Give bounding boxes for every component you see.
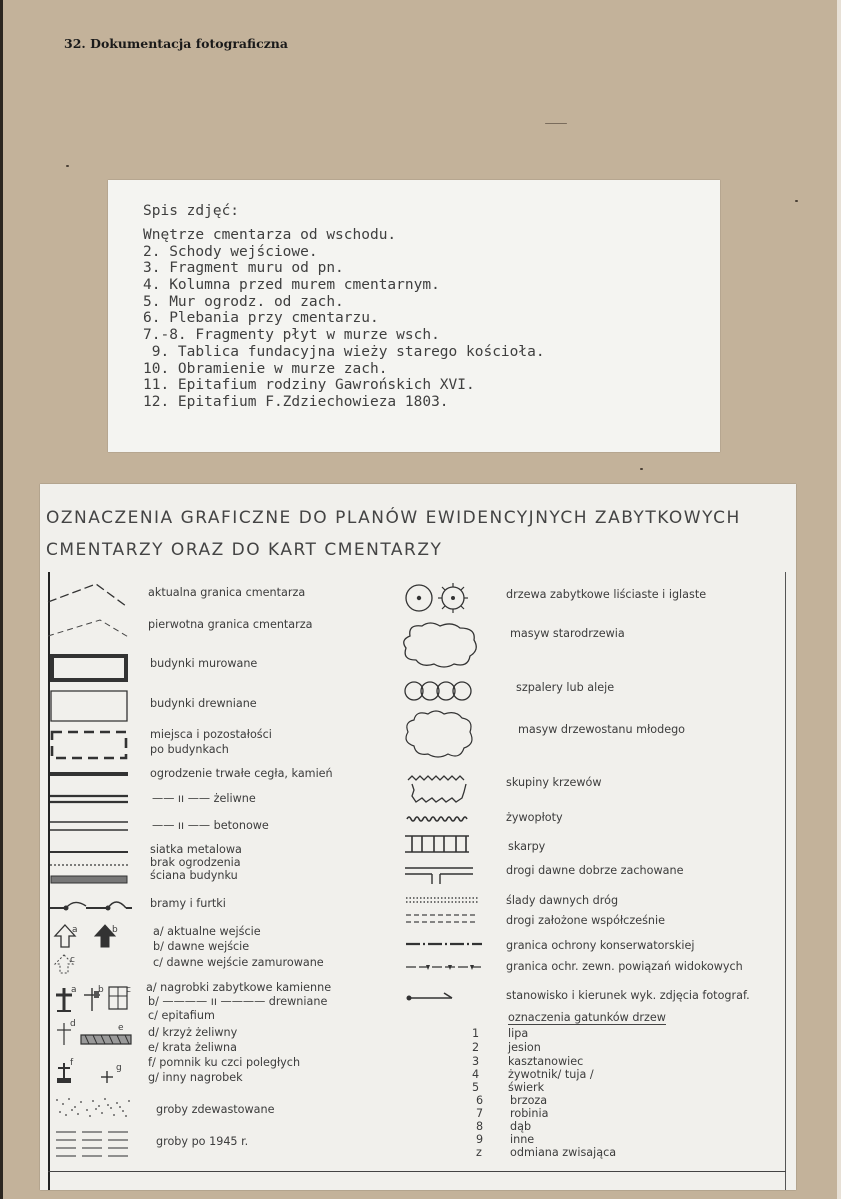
tree-rows-icon: [404, 680, 474, 702]
modern-roads-icon: [406, 912, 478, 924]
legend-label: groby po 1945 r.: [156, 1135, 249, 1148]
legend-label: aktualna granica cmentarza: [148, 586, 306, 599]
legend-sheet: [40, 484, 796, 1190]
other-grave-icon: [100, 1070, 114, 1084]
symbol-letter: f: [70, 1058, 74, 1068]
original-boundary-symbol: [48, 618, 132, 640]
old-trees-mass-icon: [400, 622, 480, 668]
species-code: 9: [476, 1133, 484, 1146]
photo-station-arrow-icon: [406, 986, 454, 1002]
legend-label: b/ dawne wejście: [153, 940, 250, 953]
legend-label: —— ıı —— betonowe: [152, 819, 269, 832]
legend-label: a/ nagrobki zabytkowe kamienne: [146, 981, 332, 994]
legend-label: brak ogrodzenia: [150, 856, 241, 869]
species-name: odmiana zwisająca: [510, 1146, 617, 1159]
legend-label: drogi dawne dobrze zachowane: [506, 864, 684, 877]
legend-label: stanowisko i kierunek wyk. zdjęcia fotograf.: [506, 989, 750, 1002]
symbol-letter: a: [71, 985, 77, 995]
permanent-fence-symbol: [50, 770, 128, 778]
paper-speck: [545, 123, 567, 124]
masonry-building-symbol: [50, 654, 128, 682]
old-roads-icon: [404, 866, 474, 884]
view-protection-boundary-icon: [406, 962, 482, 974]
post-1945-graves-symbol: [56, 1130, 130, 1160]
legend-label: g/ inny nagrobek: [148, 1071, 243, 1084]
species-code: 1: [472, 1027, 480, 1040]
photo-list-card: [108, 180, 720, 452]
legend-label: c/ epitafium: [148, 1009, 215, 1022]
road-traces-icon: [406, 896, 478, 904]
legend-label: ślady dawnych dróg: [506, 894, 619, 907]
concrete-fence-symbol: [50, 820, 128, 832]
legend-label: granica ochr. zewn. powiązań widokowych: [506, 960, 743, 973]
legend-label: —— ıı —— żeliwne: [152, 792, 256, 805]
species-name: inne: [510, 1133, 535, 1146]
cast-iron-grating-icon: [80, 1034, 132, 1046]
list-item: 6. Plebania przy cmentarzu.: [143, 310, 379, 327]
species-name: żywotnik/ tuja /: [508, 1068, 594, 1081]
legend-label: budynki murowane: [150, 657, 258, 670]
list-item: 3. Fragment muru od pn.: [143, 260, 344, 277]
symbol-letter: b: [98, 985, 104, 995]
list-item: 12. Epitafium F.Zdziechowieza 1803.: [143, 393, 449, 410]
scan-edge-left: [0, 0, 3, 1199]
frame-line-right: [785, 572, 786, 1190]
legend-label: f/ pomnik ku czci poległych: [148, 1056, 301, 1069]
species-name: kasztanowiec: [508, 1055, 584, 1068]
species-code: 8: [476, 1120, 484, 1133]
species-name: świerk: [508, 1081, 545, 1094]
legend-label: a/ aktualne wejście: [153, 925, 261, 938]
list-item: Wnętrze cmentarza od wschodu.: [143, 227, 397, 243]
symbol-letter: e: [118, 1023, 124, 1033]
legend-label: e/ krata żeliwna: [148, 1041, 238, 1054]
legend-label: bramy i furtki: [150, 897, 226, 910]
legend-label: budynki drewniane: [150, 697, 257, 710]
legend-label: drzewa zabytkowe liściaste i iglaste: [506, 588, 707, 601]
symbol-letter: c: [70, 955, 75, 965]
species-code: z: [476, 1146, 482, 1159]
former-building-symbol: [50, 730, 128, 760]
mesh-fence-symbol: [50, 848, 128, 888]
conservation-boundary-icon: [406, 940, 482, 948]
species-code: 7: [476, 1107, 484, 1120]
list-item: 10. Obramienie w murze zach.: [143, 360, 388, 377]
legend-label: masyw starodrzewia: [510, 627, 625, 640]
list-item: 7.-8. Fragmenty płyt w murze wsch.: [143, 327, 440, 344]
gate-symbol: [50, 894, 132, 916]
shrub-groups-icon: [406, 772, 470, 806]
species-heading: oznaczenia gatunków drzew: [508, 1011, 666, 1024]
historic-trees-icon: [404, 582, 468, 614]
scan-edge-right: [837, 0, 841, 1199]
legend-heading-line-2: CMENTARZY ORAZ DO KART CMENTARZY: [46, 540, 443, 560]
slopes-icon: [404, 834, 470, 854]
list-item: 2. Schody wejściowe.: [143, 243, 318, 260]
legend-label: miejsca i pozostałości: [150, 728, 272, 741]
current-boundary-symbol: [48, 580, 128, 608]
legend-label: groby zdewastowane: [156, 1103, 275, 1116]
species-code: 3: [472, 1055, 480, 1068]
legend-label: skupiny krzewów: [506, 776, 602, 789]
photo-list-title: Spis zdjęć:: [143, 203, 240, 219]
species-name: lipa: [508, 1027, 529, 1040]
page-header: 32. Dokumentacja fotograficzna: [64, 36, 288, 51]
hedges-icon: [406, 815, 468, 823]
photo-list: [143, 227, 545, 411]
wooden-building-symbol: [50, 690, 128, 722]
species-name: brzoza: [510, 1094, 548, 1107]
symbol-letter: g: [116, 1063, 122, 1073]
symbol-letter: d: [70, 1019, 76, 1029]
species-code: 4: [472, 1068, 480, 1081]
legend-label: drogi założone współcześnie: [506, 914, 665, 927]
species-name: robinia: [510, 1107, 549, 1120]
legend-label: b/ ———— ıı ———— drewniane: [148, 995, 328, 1008]
species-name: jesion: [508, 1041, 541, 1054]
legend-label: żywopłoty: [506, 811, 563, 824]
species-code: 2: [472, 1041, 480, 1054]
devastated-graves-symbol: [54, 1096, 132, 1118]
legend-label: siatka metalowa: [150, 843, 242, 856]
symbol-letter: c: [126, 985, 131, 995]
legend-label: d/ krzyż żeliwny: [148, 1026, 238, 1039]
legend-label: po budynkach: [150, 743, 229, 756]
list-item: 4. Kolumna przed murem cmentarnym.: [143, 277, 440, 294]
list-item: 5. Mur ogrodz. od zach.: [143, 293, 344, 310]
legend-heading-line-1: OZNACZENIA GRAFICZNE DO PLANÓW EWIDENCYJNYCH ZABYTKOWYCH: [46, 508, 741, 528]
species-name: dąb: [510, 1120, 532, 1133]
paper-speck: [795, 200, 798, 202]
paper-speck: [640, 468, 643, 470]
legend-label: pierwotna granica cmentarza: [148, 618, 313, 631]
list-item: 9. Tablica fundacyjna wieży starego kościoła.: [143, 343, 545, 360]
legend-label: ogrodzenie trwałe cegła, kamień: [150, 767, 333, 780]
cast-iron-fence-symbol: [50, 794, 128, 804]
legend-label: szpalery lub aleje: [516, 681, 615, 694]
legend-label: masyw drzewostanu młodego: [518, 723, 686, 736]
legend-label: c/ dawne wejście zamurowane: [153, 956, 324, 969]
legend-label: skarpy: [508, 840, 546, 853]
legend-label: granica ochrony konserwatorskiej: [506, 939, 695, 952]
species-code: 6: [476, 1094, 484, 1107]
symbol-letter: b: [112, 925, 118, 935]
symbol-letter: a: [72, 925, 78, 935]
young-trees-mass-icon: [402, 708, 476, 760]
list-item: 11. Epitafium rodziny Gawrońskich XVI.: [143, 377, 475, 394]
frame-line-bottom: [48, 1171, 786, 1172]
species-code: 5: [472, 1081, 480, 1094]
paper-speck: [66, 165, 69, 167]
legend-label: ściana budynku: [150, 869, 238, 882]
